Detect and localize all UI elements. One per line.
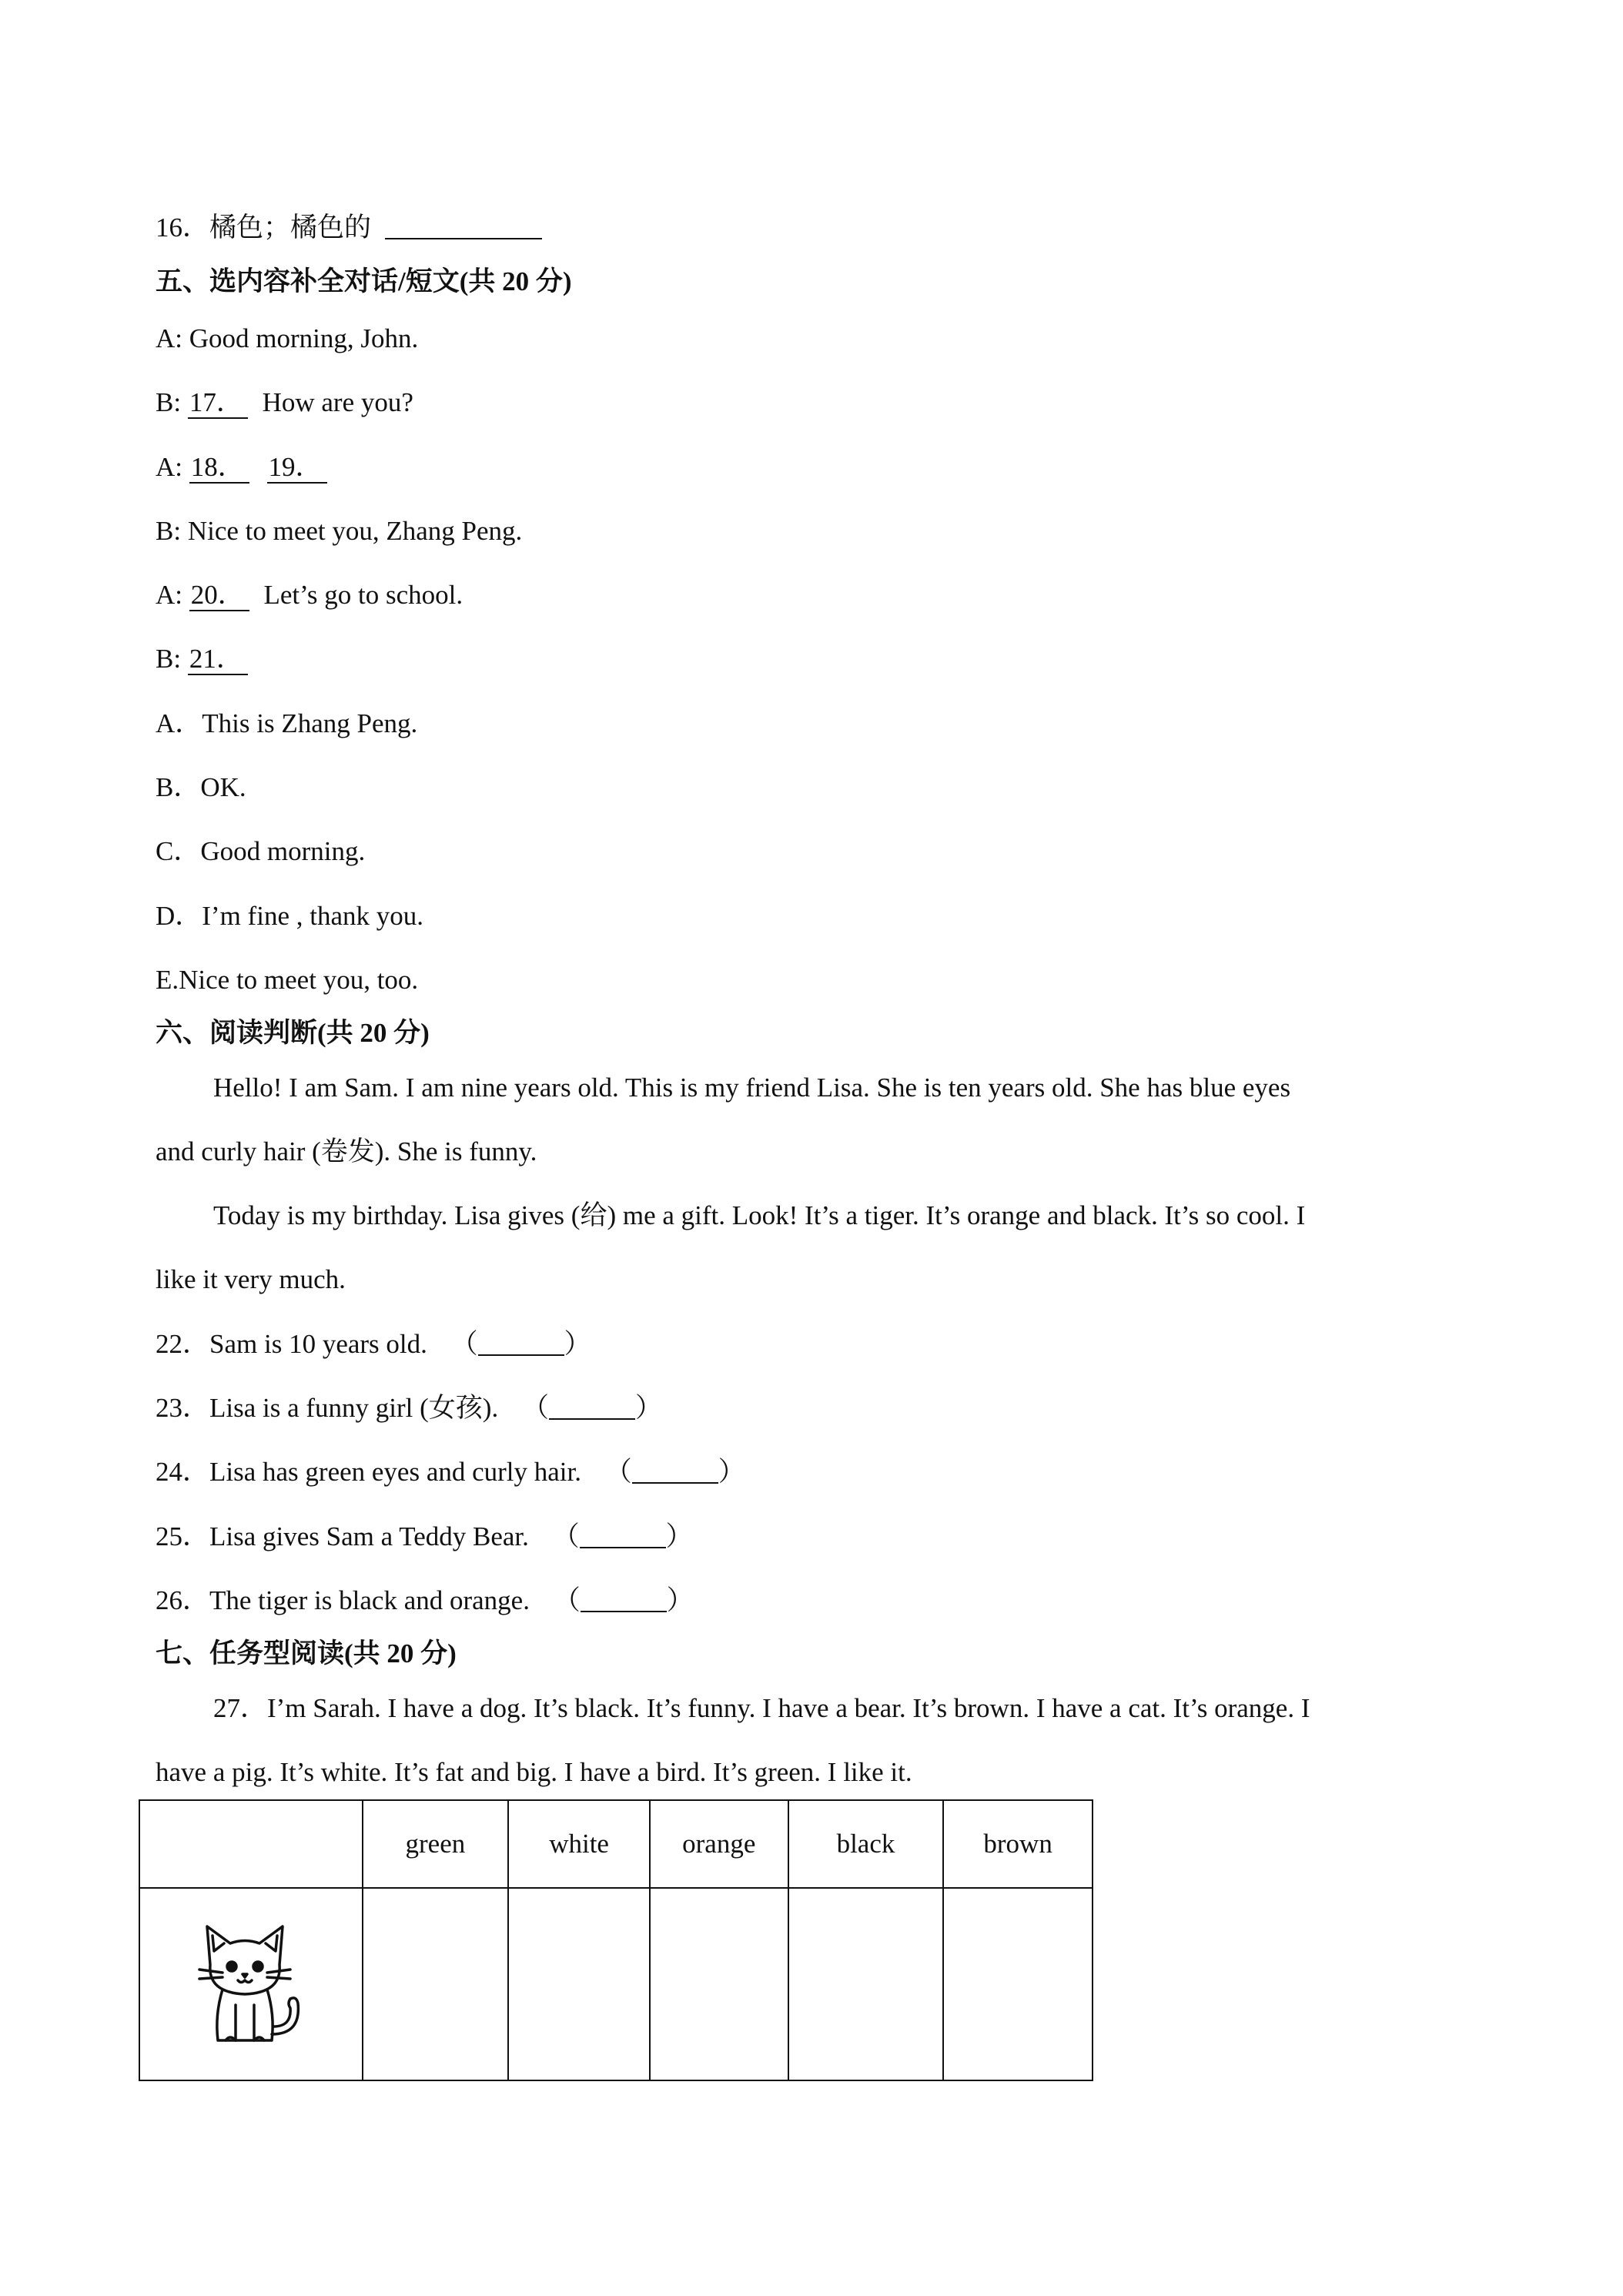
dialogue-line	[156, 322, 418, 356]
judgment-question	[156, 1327, 591, 1361]
passage-line: Hello! I am Sam. I am nine years old. This is my friend Lisa. She is ten years old. She has blue eyes	[213, 1073, 1291, 1103]
option-d: D．I’m fine , thank you.	[156, 901, 423, 931]
option-c: C．Good morning.	[156, 836, 366, 866]
table-header-row	[139, 1800, 1093, 1888]
answer-blank[interactable]	[580, 1521, 666, 1548]
table-header-cell: white	[508, 1800, 650, 1888]
paren-close: ）	[718, 1457, 745, 1487]
cat-icon	[193, 1919, 309, 2050]
option-a: A．This is Zhang Peng.	[156, 708, 418, 738]
table-corner-cell	[139, 1800, 363, 1888]
answer-blank[interactable]	[385, 212, 542, 239]
speaker-label: A:	[156, 580, 182, 610]
table-header-cell: brown	[943, 1800, 1093, 1888]
dialogue-text: Nice to meet you, Zhang Peng.	[187, 516, 523, 546]
paren-close: ）	[634, 1393, 662, 1423]
paren-open: （	[604, 1457, 632, 1487]
dialogue-line	[156, 578, 463, 612]
table-header-cell: orange	[650, 1800, 788, 1888]
dialogue-text: How are you?	[262, 387, 413, 417]
question-text: 23．Lisa is a funny girl (女孩).	[156, 1393, 499, 1423]
answer-blank[interactable]	[581, 1585, 667, 1612]
answer-blank[interactable]	[478, 1328, 564, 1356]
question-text: 22．Sam is 10 years old.	[156, 1329, 427, 1359]
blank-21[interactable]: 21．	[188, 644, 248, 675]
answer-blank[interactable]	[632, 1456, 718, 1484]
table-header-cell: black	[788, 1800, 944, 1888]
table-image-cell	[139, 1888, 363, 2080]
paren-close: ）	[564, 1329, 591, 1359]
color-table	[139, 1799, 1093, 2081]
paren-close: ）	[665, 1521, 693, 1551]
judgment-question	[156, 1520, 693, 1554]
passage-line: and curly hair (卷发). She is funny.	[156, 1136, 537, 1166]
passage-line: like it very much.	[156, 1264, 346, 1294]
dialogue-line	[156, 386, 413, 420]
section-6-title: 六、阅读判断(共 20 分)	[156, 1018, 430, 1048]
judgment-question	[156, 1391, 662, 1425]
table-cell[interactable]	[943, 1888, 1093, 2080]
dialogue-text: Good morning, John.	[189, 323, 419, 353]
table-header-cell: green	[363, 1800, 509, 1888]
paren-open: （	[521, 1393, 549, 1423]
answer-blank[interactable]	[549, 1392, 635, 1420]
blank-20[interactable]: 20．	[189, 581, 249, 611]
dialogue-line	[156, 450, 327, 484]
paren-open: （	[552, 1521, 580, 1551]
speaker-label: A:	[156, 323, 182, 353]
paren-open: （	[553, 1585, 581, 1615]
question-16-text: 16．橘色；橘色的	[156, 213, 372, 243]
dialogue-line	[156, 642, 248, 676]
speaker-label: A:	[156, 452, 182, 482]
question-text: 25．Lisa gives Sam a Teddy Bear.	[156, 1521, 529, 1551]
paren-open: （	[450, 1329, 478, 1359]
blank-18[interactable]: 18．	[189, 453, 249, 484]
table-row	[139, 1888, 1093, 2080]
table-cell[interactable]	[788, 1888, 944, 2080]
speaker-label: B:	[156, 516, 182, 546]
section-7-title: 七、任务型阅读(共 20 分)	[156, 1638, 457, 1668]
judgment-question	[156, 1584, 694, 1618]
passage-line: 27．I’m Sarah. I have a dog. It’s black. It’s funny. I have a bear. It’s brown. I have a cat. It’s orange. I	[213, 1693, 1310, 1723]
dialogue-line	[156, 514, 522, 548]
passage-line: have a pig. It’s white. It’s fat and big. I have a bird. It’s green. I like it.	[156, 1757, 912, 1787]
paren-close: ）	[666, 1585, 694, 1615]
question-text: 26．The tiger is black and orange.	[156, 1585, 530, 1615]
option-b: B．OK.	[156, 772, 246, 802]
speaker-label: B:	[156, 387, 182, 417]
blank-19[interactable]: 19．	[267, 453, 327, 484]
question-text: 24．Lisa has green eyes and curly hair.	[156, 1457, 582, 1487]
passage-line: Today is my birthday. Lisa gives (给) me a gift. Look! It’s a tiger. It’s orange and black. It’s so cool. I	[213, 1200, 1306, 1230]
question-16	[156, 211, 542, 245]
blank-17[interactable]: 17．	[188, 388, 248, 419]
table-cell[interactable]	[508, 1888, 650, 2080]
table-cell[interactable]	[363, 1888, 509, 2080]
speaker-label: B:	[156, 644, 182, 674]
option-e: E.Nice to meet you, too.	[156, 965, 419, 995]
dialogue-text: Let’s go to school.	[263, 580, 463, 610]
judgment-question	[156, 1455, 745, 1489]
table-cell[interactable]	[650, 1888, 788, 2080]
section-5-title: 五、选内容补全对话/短文(共 20 分)	[156, 266, 572, 296]
